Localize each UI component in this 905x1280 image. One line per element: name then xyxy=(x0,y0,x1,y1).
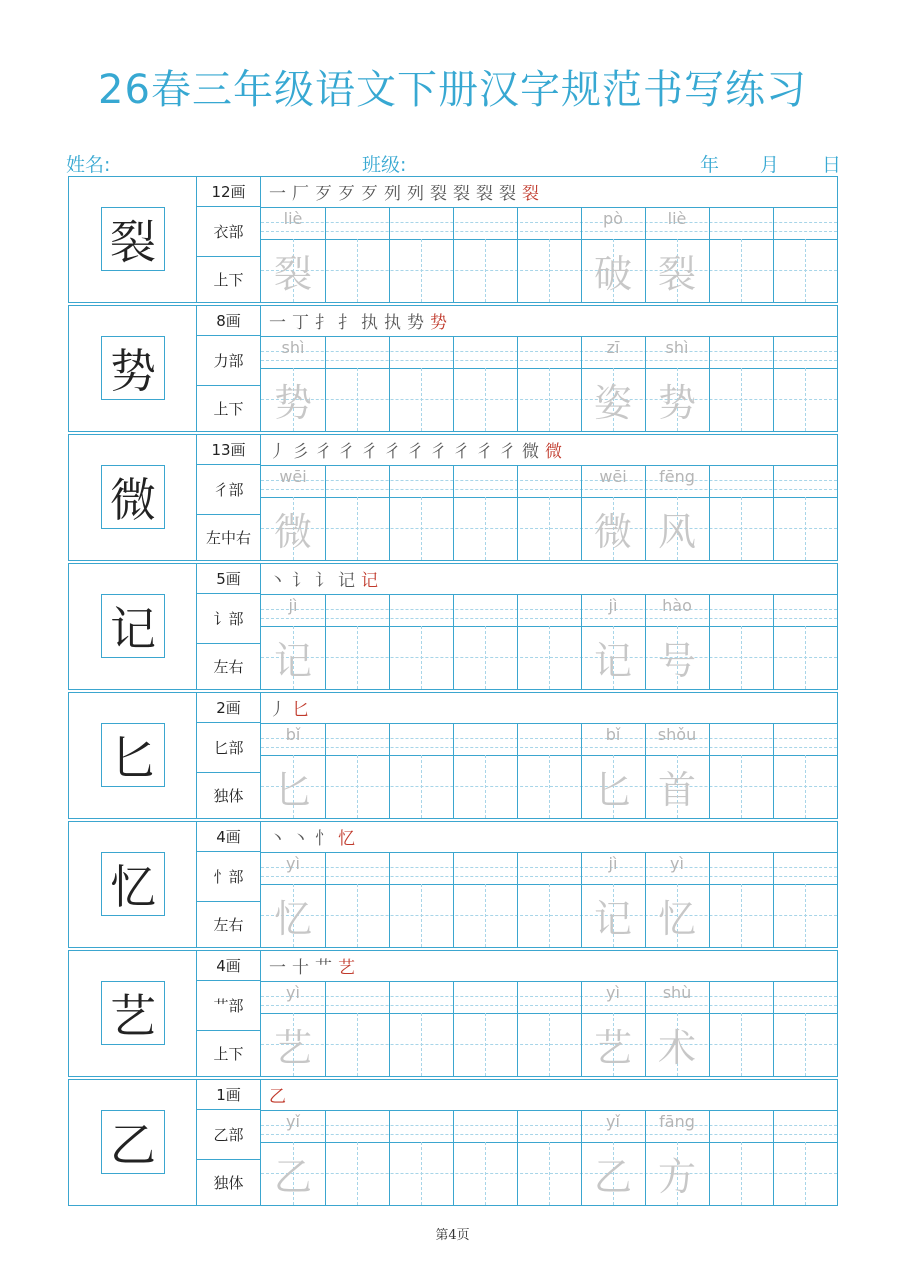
stroke-step: 扌 xyxy=(315,313,338,333)
stroke-step: 彳 xyxy=(430,442,453,462)
main-char-cell xyxy=(69,306,197,431)
radical: 讠部 xyxy=(197,594,261,644)
pinyin: zī xyxy=(606,338,620,357)
grid-col xyxy=(773,336,774,431)
grid-dash xyxy=(261,876,837,877)
grid-line xyxy=(261,852,837,853)
grid-dash xyxy=(261,618,837,619)
stroke-step: 列 xyxy=(407,184,430,204)
trace-char: 忆 xyxy=(273,897,312,941)
grid-dash xyxy=(261,351,837,352)
pinyin: hào xyxy=(662,596,692,615)
main-char: 记 xyxy=(101,594,165,658)
grid-col xyxy=(453,981,454,1076)
stroke-step: 讠 xyxy=(292,571,315,591)
pinyin: yì xyxy=(286,854,300,873)
stroke-step: 裂 xyxy=(522,184,545,204)
grid-dash xyxy=(261,867,837,868)
radical: 力部 xyxy=(197,336,261,386)
stroke-order xyxy=(269,695,315,723)
pinyin: yì xyxy=(606,983,620,1002)
grid-dash xyxy=(485,755,486,818)
stroke-step: 一 xyxy=(269,184,292,204)
grid-dash xyxy=(549,755,550,818)
stroke-count: 4画 xyxy=(197,951,261,981)
grid-dash xyxy=(261,738,837,739)
grid-dash xyxy=(421,1142,422,1205)
stroke-order xyxy=(269,824,361,852)
main-char-cell xyxy=(69,564,197,689)
stroke-step: 十 xyxy=(292,958,315,978)
structure: 独体 xyxy=(197,773,261,818)
grid-col xyxy=(517,336,518,431)
grid-dash xyxy=(357,626,358,689)
grid-dash xyxy=(485,1013,486,1076)
grid-col xyxy=(517,594,518,689)
trace-char: 记 xyxy=(593,639,632,683)
char-block xyxy=(68,692,838,819)
grid-col xyxy=(453,852,454,947)
grid-line xyxy=(261,1110,837,1111)
stroke-step: 彳 xyxy=(338,442,361,462)
radical: 乙部 xyxy=(197,1110,261,1160)
trace-char: 术 xyxy=(657,1026,696,1070)
grid-col xyxy=(325,1110,326,1205)
main-char-cell xyxy=(69,693,197,818)
structure: 上下 xyxy=(197,257,261,302)
grid-dash xyxy=(549,626,550,689)
char-block xyxy=(68,176,838,303)
grid-col xyxy=(389,465,390,560)
year-label: 年 xyxy=(700,154,720,176)
grid-line xyxy=(261,207,837,208)
grid-dash xyxy=(357,1142,358,1205)
grid-col xyxy=(389,207,390,302)
stroke-step: 匕 xyxy=(292,700,315,720)
grid-line xyxy=(261,981,837,982)
main-char: 匕 xyxy=(101,723,165,787)
grid-dash xyxy=(805,1142,806,1205)
grid-col xyxy=(773,465,774,560)
pinyin: yì xyxy=(286,983,300,1002)
grid-dash xyxy=(549,1142,550,1205)
grid-dash xyxy=(357,497,358,560)
page-number: 第4页 xyxy=(435,1228,470,1243)
pinyin: yì xyxy=(670,854,684,873)
stroke-count: 13画 xyxy=(197,435,261,465)
grid-dash xyxy=(741,626,742,689)
radical: 艹部 xyxy=(197,981,261,1031)
main-char: 忆 xyxy=(101,852,165,916)
grid-dash xyxy=(549,497,550,560)
main-char: 微 xyxy=(101,465,165,529)
main-char-cell xyxy=(69,1080,197,1205)
stroke-step: 执 xyxy=(361,313,384,333)
stroke-count: 1画 xyxy=(197,1080,261,1110)
stroke-step: 彳 xyxy=(361,442,384,462)
stroke-step: 势 xyxy=(430,313,453,333)
structure: 独体 xyxy=(197,1160,261,1205)
pinyin: wēi xyxy=(279,467,307,486)
grid-dash xyxy=(357,884,358,947)
grid-dash xyxy=(485,626,486,689)
trace-char: 乙 xyxy=(273,1155,312,1199)
trace-char: 裂 xyxy=(273,252,312,296)
trace-char: 势 xyxy=(657,381,696,425)
grid-dash xyxy=(805,626,806,689)
day-label: 日 xyxy=(822,154,842,176)
stroke-step: 丶 xyxy=(292,829,315,849)
char-block xyxy=(68,563,838,690)
grid-dash xyxy=(261,609,837,610)
name-label: 姓名: xyxy=(66,154,111,176)
main-char: 艺 xyxy=(101,981,165,1045)
stroke-step: 势 xyxy=(407,313,430,333)
radical: 彳部 xyxy=(197,465,261,515)
pinyin: shǒu xyxy=(657,725,697,744)
trace-char: 风 xyxy=(657,510,696,554)
grid-col xyxy=(325,594,326,689)
stroke-order xyxy=(269,566,384,594)
class-label: 班级: xyxy=(362,154,407,176)
grid-col xyxy=(709,852,710,947)
radical: 忄部 xyxy=(197,852,261,902)
stroke-step: 丁 xyxy=(292,313,315,333)
grid-dash xyxy=(357,755,358,818)
grid-dash xyxy=(421,884,422,947)
stroke-step: 彳 xyxy=(407,442,430,462)
trace-char: 破 xyxy=(593,252,632,296)
grid-dash xyxy=(485,239,486,302)
trace-char: 记 xyxy=(593,897,632,941)
grid-col xyxy=(453,465,454,560)
trace-char: 方 xyxy=(657,1155,696,1199)
grid-dash xyxy=(421,497,422,560)
grid-dash xyxy=(549,368,550,431)
radical: 匕部 xyxy=(197,723,261,773)
grid-dash xyxy=(421,755,422,818)
stroke-step: 彳 xyxy=(476,442,499,462)
pinyin: pò xyxy=(603,209,623,228)
grid-dash xyxy=(261,231,837,232)
main-char-cell xyxy=(69,951,197,1076)
page-title: 26春三年级语文下册汉字规范书写练习 xyxy=(98,67,807,113)
main-char: 裂 xyxy=(101,207,165,271)
stroke-step: 记 xyxy=(338,571,361,591)
stroke-count: 2画 xyxy=(197,693,261,723)
stroke-step: 裂 xyxy=(453,184,476,204)
grid-dash xyxy=(805,239,806,302)
stroke-step: 乙 xyxy=(269,1087,292,1107)
grid-col xyxy=(453,1110,454,1205)
grid-dash xyxy=(261,489,837,490)
stroke-step: 丶 xyxy=(269,829,292,849)
stroke-step: 讠 xyxy=(315,571,338,591)
grid-col xyxy=(709,336,710,431)
grid-dash xyxy=(421,239,422,302)
month-label: 月 xyxy=(760,154,780,176)
main-char-cell xyxy=(69,435,197,560)
grid-col xyxy=(773,594,774,689)
grid-dash xyxy=(261,480,837,481)
grid-col xyxy=(709,1110,710,1205)
grid-dash xyxy=(485,884,486,947)
grid-col xyxy=(773,981,774,1076)
grid-col xyxy=(517,723,518,818)
grid-line xyxy=(261,465,837,466)
grid-col xyxy=(517,207,518,302)
stroke-step: 一 xyxy=(269,313,292,333)
grid-col xyxy=(709,981,710,1076)
grid-col xyxy=(389,852,390,947)
stroke-step: 执 xyxy=(384,313,407,333)
main-char: 乙 xyxy=(101,1110,165,1174)
stroke-step: 扌 xyxy=(338,313,361,333)
stroke-count: 4画 xyxy=(197,822,261,852)
grid-dash xyxy=(805,368,806,431)
pinyin: shì xyxy=(665,338,689,357)
grid-dash xyxy=(549,1013,550,1076)
structure: 上下 xyxy=(197,1031,261,1076)
pinyin: shì xyxy=(281,338,305,357)
pinyin: wēi xyxy=(599,467,627,486)
char-block xyxy=(68,434,838,561)
grid-dash xyxy=(805,884,806,947)
pinyin: jì xyxy=(288,596,298,615)
stroke-step: 彳 xyxy=(315,442,338,462)
grid-dash xyxy=(741,1013,742,1076)
grid-col xyxy=(325,852,326,947)
stroke-step: 艹 xyxy=(315,958,338,978)
pinyin: yǐ xyxy=(286,1112,300,1131)
grid-dash xyxy=(261,360,837,361)
trace-char: 忆 xyxy=(657,897,696,941)
trace-char: 势 xyxy=(273,381,312,425)
trace-char: 裂 xyxy=(657,252,696,296)
grid-dash xyxy=(485,368,486,431)
stroke-step: 彳 xyxy=(499,442,522,462)
grid-dash xyxy=(741,755,742,818)
grid-dash xyxy=(421,1013,422,1076)
stroke-step: 丶 xyxy=(269,571,292,591)
grid-dash xyxy=(261,996,837,997)
stroke-step: 彡 xyxy=(292,442,315,462)
grid-dash xyxy=(741,1142,742,1205)
stroke-step: 忄 xyxy=(315,829,338,849)
grid-line xyxy=(261,336,837,337)
grid-col xyxy=(389,1110,390,1205)
grid-col xyxy=(389,723,390,818)
main-char-cell xyxy=(69,177,197,302)
grid-col xyxy=(709,465,710,560)
stroke-step: 歹 xyxy=(315,184,338,204)
grid-col xyxy=(709,594,710,689)
char-block xyxy=(68,1079,838,1206)
grid-col xyxy=(325,981,326,1076)
grid-dash xyxy=(741,239,742,302)
practice-grid xyxy=(68,176,838,1208)
stroke-step: 歹 xyxy=(338,184,361,204)
stroke-step: 微 xyxy=(545,442,568,462)
structure: 上下 xyxy=(197,386,261,431)
stroke-step: 歹 xyxy=(361,184,384,204)
pinyin: fāng xyxy=(659,1112,695,1131)
pinyin: fēng xyxy=(659,467,695,486)
main-char: 势 xyxy=(101,336,165,400)
stroke-step: 彳 xyxy=(453,442,476,462)
trace-char: 微 xyxy=(593,510,632,554)
grid-dash xyxy=(261,1125,837,1126)
stroke-order xyxy=(269,437,568,465)
trace-char: 首 xyxy=(657,768,696,812)
stroke-order xyxy=(269,953,361,981)
pinyin: liè xyxy=(667,209,687,228)
grid-col xyxy=(325,465,326,560)
grid-col xyxy=(453,207,454,302)
grid-col xyxy=(773,1110,774,1205)
grid-col xyxy=(325,723,326,818)
stroke-step: 一 xyxy=(269,958,292,978)
grid-col xyxy=(709,723,710,818)
trace-char: 微 xyxy=(273,510,312,554)
trace-char: 姿 xyxy=(593,381,632,425)
grid-dash xyxy=(261,222,837,223)
stroke-step: 艺 xyxy=(338,958,361,978)
stroke-step: 微 xyxy=(522,442,545,462)
stroke-order xyxy=(269,308,453,336)
grid-dash xyxy=(485,497,486,560)
stroke-step: 裂 xyxy=(499,184,522,204)
stroke-step: 忆 xyxy=(338,829,361,849)
grid-dash xyxy=(357,239,358,302)
stroke-order xyxy=(269,179,545,207)
grid-dash xyxy=(805,755,806,818)
grid-col xyxy=(325,336,326,431)
grid-dash xyxy=(741,368,742,431)
grid-dash xyxy=(261,747,837,748)
grid-col xyxy=(389,981,390,1076)
grid-col xyxy=(453,594,454,689)
structure: 左中右 xyxy=(197,515,261,560)
stroke-count: 5画 xyxy=(197,564,261,594)
radical: 衣部 xyxy=(197,207,261,257)
char-block xyxy=(68,305,838,432)
grid-col xyxy=(773,207,774,302)
grid-dash xyxy=(485,1142,486,1205)
grid-col xyxy=(389,336,390,431)
grid-dash xyxy=(805,1013,806,1076)
trace-char: 记 xyxy=(273,639,312,683)
grid-dash xyxy=(805,497,806,560)
grid-col xyxy=(517,465,518,560)
grid-dash xyxy=(741,497,742,560)
structure: 左右 xyxy=(197,902,261,947)
grid-dash xyxy=(357,368,358,431)
stroke-step: 裂 xyxy=(430,184,453,204)
grid-dash xyxy=(261,1005,837,1006)
pinyin: shù xyxy=(662,983,692,1002)
grid-dash xyxy=(357,1013,358,1076)
pinyin: liè xyxy=(283,209,303,228)
stroke-step: 丿 xyxy=(269,442,292,462)
pinyin: bǐ xyxy=(605,725,621,744)
grid-col xyxy=(453,336,454,431)
stroke-step: 列 xyxy=(384,184,407,204)
stroke-count: 8画 xyxy=(197,306,261,336)
grid-col xyxy=(517,981,518,1076)
trace-char: 艺 xyxy=(273,1026,312,1070)
grid-line xyxy=(261,723,837,724)
grid-dash xyxy=(261,1134,837,1135)
char-block xyxy=(68,821,838,948)
grid-col xyxy=(773,723,774,818)
stroke-step: 裂 xyxy=(476,184,499,204)
grid-col xyxy=(389,594,390,689)
trace-char: 匕 xyxy=(593,768,632,812)
pinyin: jì xyxy=(608,854,618,873)
grid-dash xyxy=(741,884,742,947)
stroke-step: 记 xyxy=(361,571,384,591)
grid-dash xyxy=(421,626,422,689)
stroke-step: 彳 xyxy=(384,442,407,462)
stroke-count: 12画 xyxy=(197,177,261,207)
grid-col xyxy=(773,852,774,947)
grid-dash xyxy=(549,884,550,947)
stroke-order xyxy=(269,1082,292,1110)
grid-dash xyxy=(549,239,550,302)
char-block xyxy=(68,950,838,1077)
stroke-step: 丿 xyxy=(269,700,292,720)
trace-char: 号 xyxy=(657,639,696,683)
trace-char: 乙 xyxy=(593,1155,632,1199)
grid-col xyxy=(709,207,710,302)
main-char-cell xyxy=(69,822,197,947)
trace-char: 匕 xyxy=(273,768,312,812)
pinyin: yǐ xyxy=(606,1112,620,1131)
grid-col xyxy=(453,723,454,818)
trace-char: 艺 xyxy=(593,1026,632,1070)
grid-dash xyxy=(421,368,422,431)
pinyin: jì xyxy=(608,596,618,615)
grid-line xyxy=(261,594,837,595)
grid-col xyxy=(517,1110,518,1205)
grid-col xyxy=(517,852,518,947)
pinyin: bǐ xyxy=(285,725,301,744)
stroke-step: 厂 xyxy=(292,184,315,204)
structure: 左右 xyxy=(197,644,261,689)
grid-col xyxy=(325,207,326,302)
